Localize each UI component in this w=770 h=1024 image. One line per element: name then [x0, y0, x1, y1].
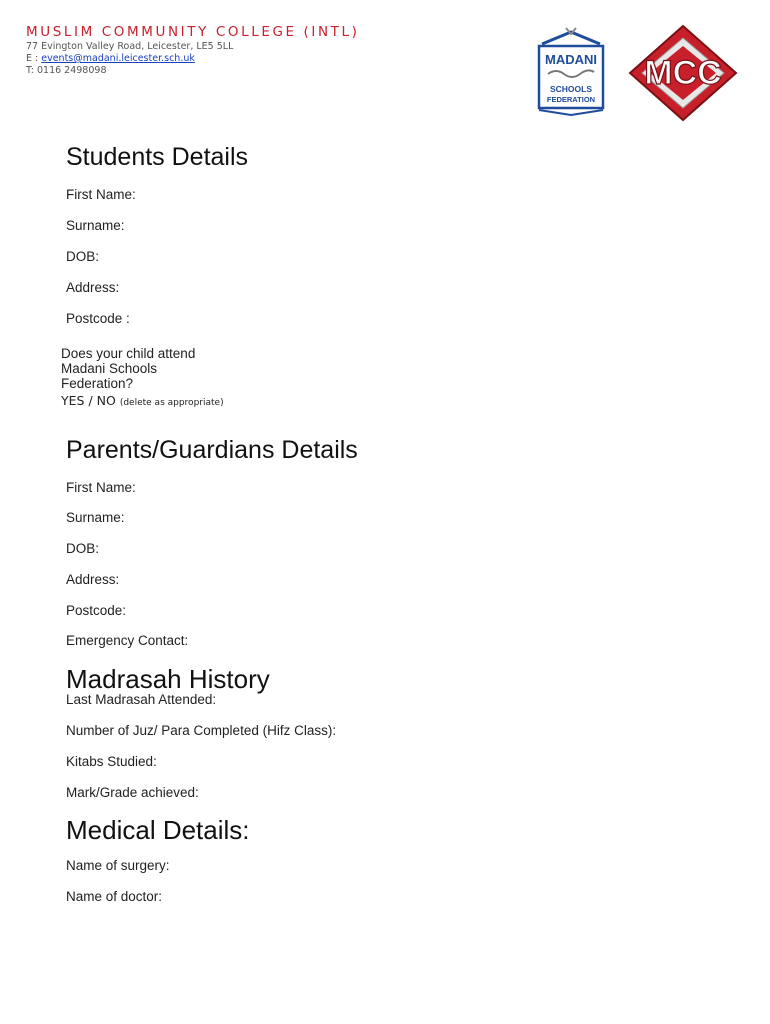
college-email-line [26, 53, 195, 64]
yes-no-text: YES / NO [61, 393, 116, 408]
student-dob-label: DOB: [66, 249, 100, 264]
grade-achieved-label: Mark/Grade achieved: [66, 785, 199, 800]
madani-schools-logo [536, 26, 606, 116]
juz-completed-label: Number of Juz/ Para Completed (Hifz Class): [66, 723, 337, 738]
parent-postcode-label: Postcode: [66, 603, 127, 618]
student-surname-label: Surname: [66, 218, 125, 233]
madani-question-line-2: Madani Schools [61, 361, 158, 376]
college-phone: T: 0116 2498098 [26, 65, 107, 76]
mcc-logo [628, 24, 738, 122]
emergency-contact-label: Emergency Contact: [66, 633, 189, 648]
college-address: 77 Evington Valley Road, Leicester, LE5 5LL [26, 41, 234, 52]
email-link[interactable]: events@madani.leicester.sch.uk [41, 53, 195, 64]
yes-no-note: (delete as appropriate) [119, 398, 224, 408]
doctor-name-label: Name of doctor: [66, 889, 163, 904]
madani-logo-text-2: SCHOOLS [549, 84, 593, 94]
yes-no-option [61, 393, 224, 408]
parents-heading: Parents/Guardians Details [66, 436, 358, 464]
madrasah-heading: Madrasah History [66, 664, 270, 694]
parent-first-name-label: First Name: [66, 480, 136, 495]
last-madrasah-label: Last Madrasah Attended: [66, 692, 217, 707]
student-address-label: Address: [66, 280, 120, 295]
madani-question-line-1: Does your child attend [61, 346, 196, 361]
madani-question-line-3: Federation? [61, 376, 134, 391]
madani-logo-text-1: MADANI [545, 52, 597, 67]
student-first-name-label: First Name: [66, 187, 136, 202]
student-postcode-label: Postcode : [66, 311, 130, 326]
mcc-logo-text: MCC [644, 54, 722, 92]
college-name: MUSLIM COMMUNITY COLLEGE (INTL) [26, 24, 360, 40]
email-prefix: E : [26, 53, 42, 64]
medical-heading: Medical Details: [66, 815, 250, 845]
surgery-name-label: Name of surgery: [66, 858, 170, 873]
students-heading: Students Details [66, 143, 249, 171]
parent-dob-label: DOB: [66, 541, 100, 556]
parent-address-label: Address: [66, 572, 120, 587]
kitabs-studied-label: Kitabs Studied: [66, 754, 157, 769]
parent-surname-label: Surname: [66, 510, 125, 525]
madani-logo-text-3: FEDERATION [546, 95, 596, 104]
